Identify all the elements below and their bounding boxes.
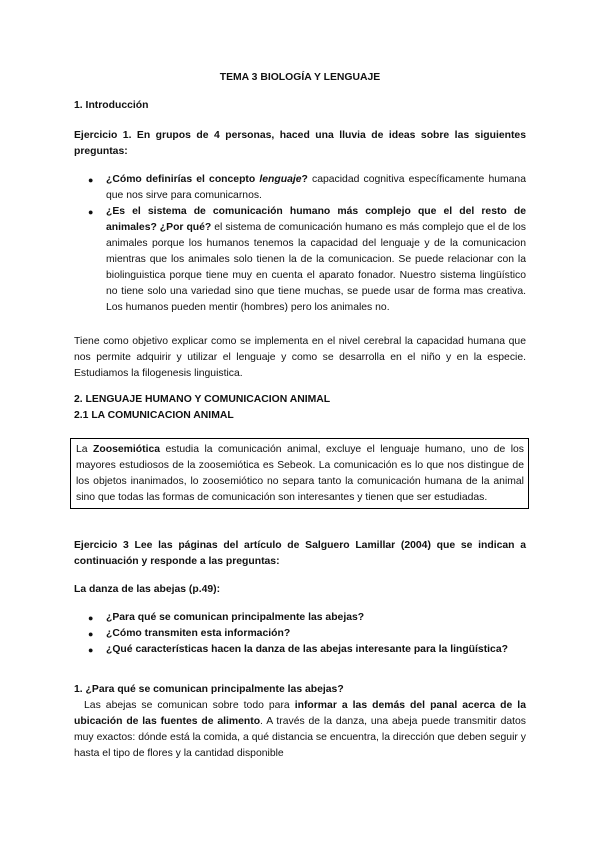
list-item <box>74 172 526 204</box>
answer-text: capacidad cognitiva específicamente humana que nos sirve para comunicarnos. <box>106 174 526 201</box>
exercise-3-prompt: Ejercicio 3 Lee las páginas del artículo de Salguero Lamillar (2004) que se indican a continuación y responde a las preguntas: <box>74 540 526 567</box>
list-item <box>74 204 526 316</box>
answer-1-heading: 1. ¿Para qué se comunican principalmente las abejas? <box>74 684 344 695</box>
box-text: estudia la comunicación animal, excluye el lenguaje humano, uno de los mayores estudiosos de la zoosemiótica es Sebeok. La comunicación es lo que nos distingue de los objetos inanimados, lo zoosemiótico no separa tanto la comunicación humana de la animal sino que todas las formas de comunicación son interesantes y tienen que ser estudiadas. <box>76 444 524 503</box>
bee-question: ¿Para qué se comunican principalmente las abejas? <box>106 612 365 623</box>
section-2-heading: 2. LENGUAJE HUMANO Y COMUNICACION ANIMAL <box>74 394 331 405</box>
question-text: ¿Es el sistema de comunicación humano más complejo que el del resto de animales? ¿Por qué? <box>106 206 526 233</box>
list-item <box>74 626 526 642</box>
section-2-1-heading: 2.1 LA COMUNICACION ANIMAL <box>74 410 234 421</box>
bee-question: ¿Cómo transmiten esta información? <box>106 628 291 639</box>
objective-paragraph: Tiene como objetivo explicar como se implementa en el nivel cerebral la capacidad humana que nos permite adquirir y utilizar el lenguaje y como se desarrolla en el niño y en la especie. Estudiamos la filogenesis linguistica. <box>74 336 526 379</box>
zoosemiotica-box <box>70 438 529 509</box>
exercise-1-questions <box>74 172 526 316</box>
answer-emphasis: informar a las demás del panal acerca de la ubicación de las fuentes de alimento <box>74 700 529 727</box>
bullet-icon: ● <box>88 629 94 639</box>
bee-question: ¿Qué características hacen la danza de las abejas interesante para la lingüística? <box>106 644 508 655</box>
answer-text: . A través de la danza, una abeja puede transmitir datos muy exactos: dónde está la comida, a qué distancia se encuentra, la dirección que deben seguir y hasta el tipo de flores y la cantidad disponible <box>74 716 529 759</box>
question-text: ¿Cómo definirías el concepto <box>106 174 260 185</box>
bee-questions-list <box>74 610 526 658</box>
list-item <box>74 610 526 626</box>
answer-1-paragraph <box>74 698 529 762</box>
intro-heading: 1. Introducción <box>74 100 149 111</box>
question-emphasis: lenguaje <box>259 174 302 185</box>
document-title: TEMA 3 BIOLOGÍA Y LENGUAJE <box>219 72 381 83</box>
box-text: La <box>76 444 94 455</box>
question-text: ? <box>301 174 308 185</box>
bullet-icon: ● <box>88 207 94 217</box>
bullet-icon: ● <box>88 175 94 185</box>
zoosemiotica-term: Zoosemiótica <box>93 444 161 455</box>
bullet-icon: ● <box>88 613 94 623</box>
answer-text: Las abejas se comunican sobre todo para <box>74 700 295 711</box>
list-item <box>74 642 526 658</box>
bullet-icon: ● <box>88 645 94 655</box>
answer-text: el sistema de comunicación humano es más complejo que el de los animales porque los humanos tenemos la capacidad del lenguaje y de la comunicacion mientras que los animales solo tienen la de la comunicacion. Se puede relacionar con la biolinguistica porque tiene muy en cuenta el aparato fonador. Nuestro sistema lingüístico no tiene solo una variedad sino que tiene muchas, se puede usar de forma mas creativa. Los humanos pueden mentir (hombres) pero los animales no. <box>106 222 526 313</box>
exercise-1-prompt: Ejercicio 1. En grupos de 4 personas, haced una lluvia de ideas sobre las siguientes preguntas: <box>74 130 526 157</box>
bee-dance-heading: La danza de las abejas (p.49): <box>74 584 221 595</box>
